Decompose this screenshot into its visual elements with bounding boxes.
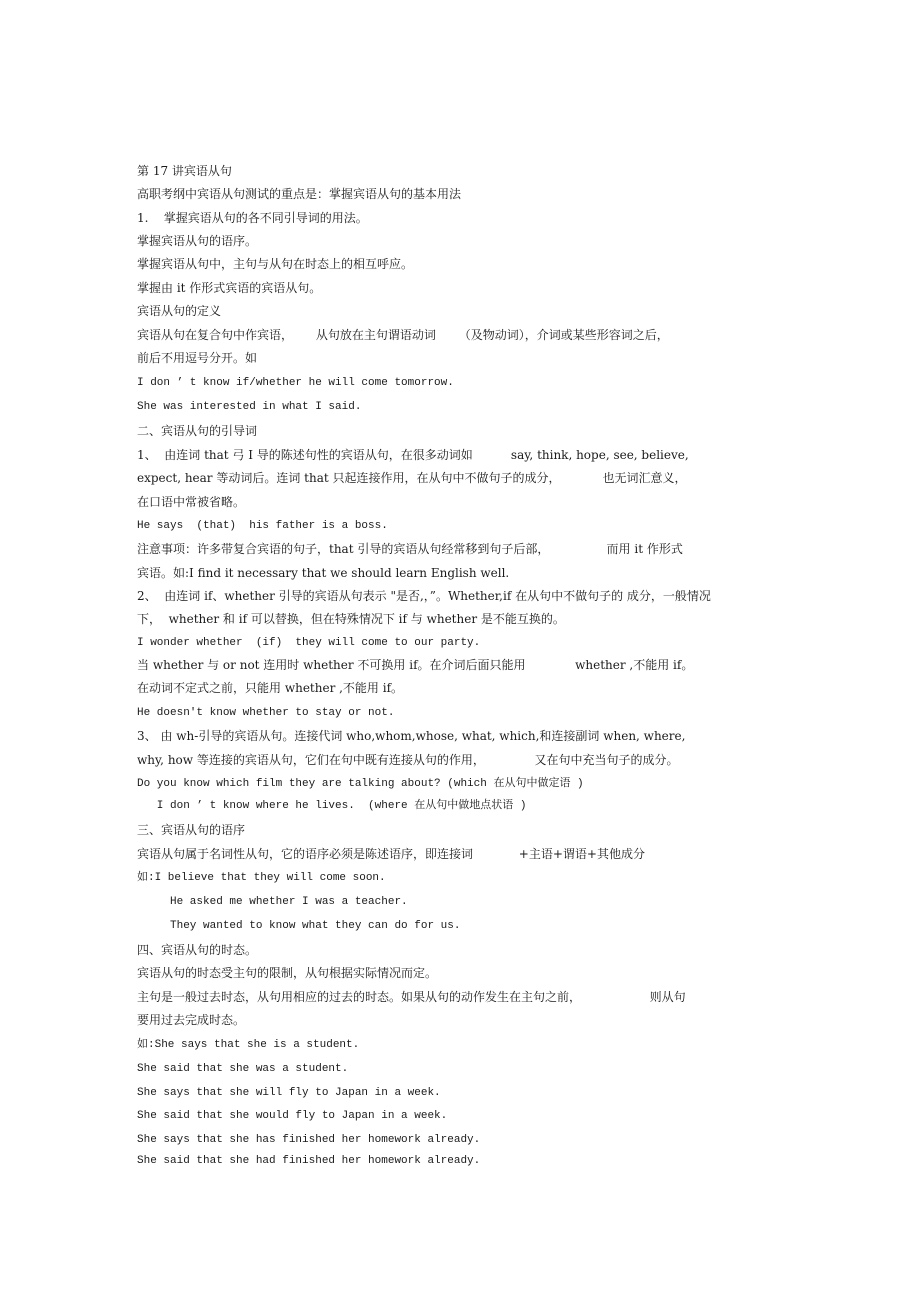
example-sentence: They wanted to know what they can do for us. xyxy=(137,920,461,932)
text-line: 宾语。如:I find it necessary that we should learn English well. xyxy=(137,566,510,580)
text-line: 宾语从句属于名词性从句，它的语序必须是陈述语序，即连接词 +主语+谓语+其他成分 xyxy=(137,847,645,861)
text-line: 掌握宾语从句中，主句与从句在时态上的相互呼应。 xyxy=(137,257,414,271)
example-sentence: I don ’ t know where he lives. (where 在从句中做地点状语 ) xyxy=(137,800,527,812)
text-line: 前后不用逗号分开。如 xyxy=(137,351,258,365)
section-heading: 四、宾语从句的时态。 xyxy=(137,943,258,957)
text-line: 掌握宾语从句的语序。 xyxy=(137,234,258,248)
lesson-title: 第 17 讲宾语从句 xyxy=(137,164,232,178)
text-line: 高职考纲中宾语从句测试的重点是：掌握宾语从句的基本用法 xyxy=(137,187,462,201)
text-line: 宾语从句的时态受主句的限制，从句根据实际情况而定。 xyxy=(137,966,438,980)
text-line: 下， whether 和 if 可以替换，但在特殊情况下 if 与 whether 是不能互换的。 xyxy=(137,612,565,626)
example-sentence: She says that she will fly to Japan in a week. xyxy=(137,1087,441,1099)
example-sentence: I don ’ t know if/whether he will come tomorrow. xyxy=(137,377,454,389)
text-line: 1、 由连词 that 弓 I 导的陈述句性的宾语从句，在很多动词如 say, think, hope, see, believe, xyxy=(137,448,689,462)
example-sentence: I wonder whether (if) they will come to our party. xyxy=(137,637,481,649)
section-heading: 三、宾语从句的语序 xyxy=(137,823,246,837)
text-line: 主句是一般过去时态，从句用相应的过去的时态。如果从句的动作发生在主句之前， 则从句 xyxy=(137,990,686,1004)
example-sentence: He doesn't know whether to stay or not. xyxy=(137,707,395,719)
text-line: 掌握由 it 作形式宾语的宾语从句。 xyxy=(137,281,322,295)
text-line: expect, hear 等动词后。连词 that 只起连接作用，在从句中不做句子的成分， 也无词汇意义， xyxy=(137,471,687,485)
example-sentence: 如:I believe that they will come soon. xyxy=(137,872,386,884)
text-line: 注意事项：许多带复合宾语的句子，that 引导的宾语从句经常移到句子后部， 而用 it 作形式 xyxy=(137,542,683,556)
text-line: 宾语从句在复合句中作宾语， 从句放在主句谓语动词 （及物动词），介词或某些形容词之后， xyxy=(137,328,669,342)
example-sentence: She says that she has finished her homework already. xyxy=(137,1134,481,1146)
example-sentence: She was interested in what I said. xyxy=(137,401,362,413)
text-line: 3、 由 wh-引导的宾语从句。连接代词 who,whom,whose, what, which,和连接副词 when, where, xyxy=(137,729,686,743)
text-line: 1. 掌握宾语从句的各不同引导词的用法。 xyxy=(137,211,368,225)
text-line: 在动词不定式之前，只能用 whether ,不能用 if。 xyxy=(137,681,404,695)
text-line: why, how 等连接的宾语从句，它们在句中既有连接从句的作用， 又在句中充当句子的成分。 xyxy=(137,753,679,767)
text-line: 要用过去完成时态。 xyxy=(137,1013,246,1027)
section-heading: 宾语从句的定义 xyxy=(137,304,222,318)
example-sentence: She said that she would fly to Japan in a week. xyxy=(137,1110,448,1122)
example-sentence: She said that she was a student. xyxy=(137,1063,349,1075)
example-sentence: He asked me whether I was a teacher. xyxy=(137,896,408,908)
example-sentence: Do you know which film they are talking about? (which 在从句中做定语 ) xyxy=(137,778,584,790)
section-heading: 二、宾语从句的引导词 xyxy=(137,424,258,438)
text-line: 2、 由连词 if、whether 引导的宾语从句表示 "是否,，”。Whether,if 在从句中不做句子的 成分，一般情况 xyxy=(137,589,711,603)
example-sentence: He says (that) his father is a boss. xyxy=(137,520,388,532)
example-sentence: She said that she had finished her homework already. xyxy=(137,1155,481,1167)
example-sentence: 如:She says that she is a student. xyxy=(137,1039,360,1051)
text-line: 当 whether 与 or not 连用时 whether 不可换用 if。在介词后面只能用 whether ,不能用 if。 xyxy=(137,658,694,672)
text-line: 在口语中常被省略。 xyxy=(137,495,246,509)
